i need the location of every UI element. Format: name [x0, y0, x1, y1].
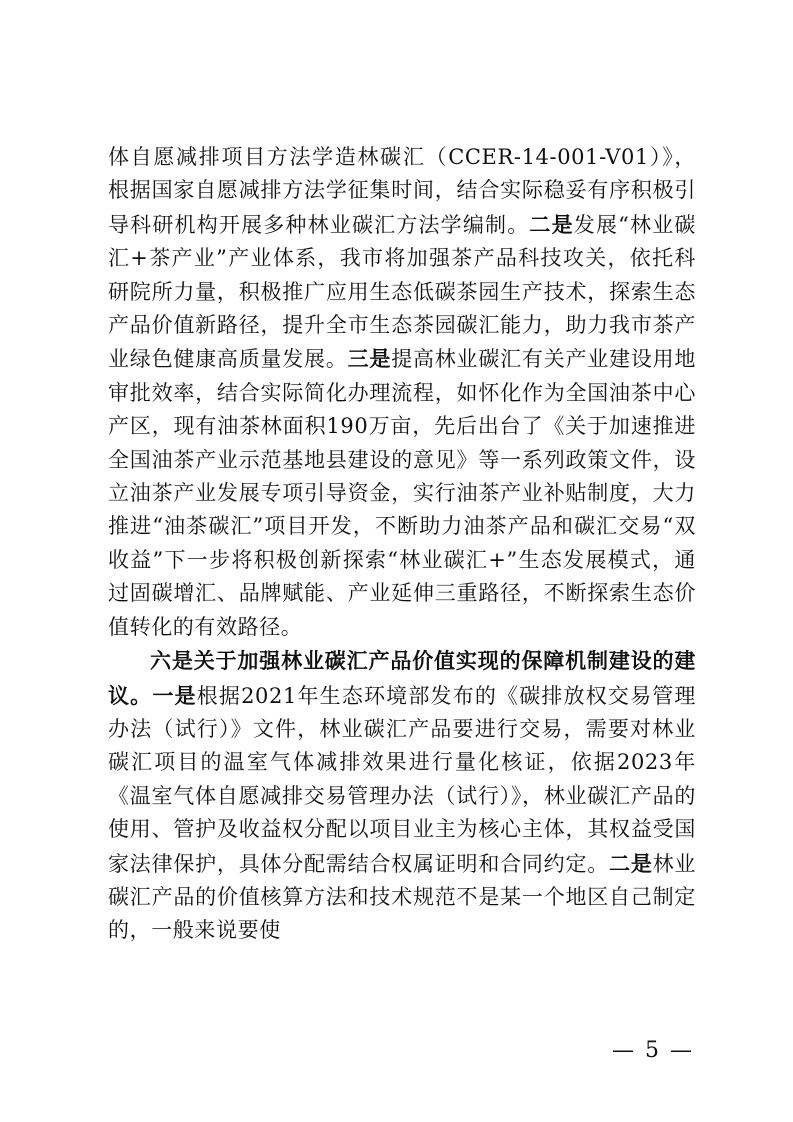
paragraph-2-text-1: 根据2021年生态环境部发布的《碳排放权交易管理办法（试行）》文件，林业碳汇产品要进行交易，需要对林业碳汇项目的温室气体减排效果进行量化核证，依据2023年《温室气体自愿减排交易管理办法（试行）》，林业碳汇产品的使用、管护及收益权分配以项目业主为核心主体，其权益受国家法律保护，具体分配需结合权属证明和合同约定。 [108, 683, 697, 876]
paragraph-2-text-2: 林业碳汇产品的价值核算方法和技术规范不是某一个地区自己制定的，一般来说要使 [108, 851, 696, 943]
paragraph-1 [108, 141, 696, 644]
body-text [108, 141, 696, 948]
paragraph-1-emphasis-3: 三是 [347, 346, 392, 372]
paragraph-2 [108, 644, 696, 948]
paragraph-2-heading: 六是关于加强林业碳汇产品价值实现的保障机制建设的建议。 [108, 648, 696, 708]
paragraph-1-emphasis-2: 二是 [529, 211, 574, 237]
paragraph-2-emphasis-2: 二是 [609, 850, 653, 876]
paragraph-2-emphasis-1: 一是 [152, 682, 197, 708]
paragraph-1-text-3: 提高林业碳汇有关产业建设用地审批效率，结合实际简化办理流程，如怀化作为全国油茶中心产区，现有油茶林面积190万亩，先后出台了《关于加速推进全国油茶产业示范基地县建设的意见》等一系列政策文件，设立油茶产业发展专项引导资金，实行油茶产业补贴制度，大力推进“油茶碳汇”项目开发，不断助力油茶产品和碳汇交易“双收益”下一步将积极创新探索“林业碳汇+”生态发展模式，通过固碳增汇、品牌赋能、产业延伸三重路径，不断探索生态价值转化的有效路径。 [108, 347, 696, 639]
paragraph-1-text-1: 体自愿减排项目方法学造林碳汇（CCER-14-001-V01）》，根据国家自愿减排方法学征集时间，结合实际稳妥有序积极引导科研机构开展多种林业碳汇方法学编制。 [108, 145, 696, 237]
page-number: — 5 — [612, 1038, 694, 1063]
paragraph-1-text-2: 发展“林业碳汇+茶产业”产业体系，我市将加强茶产品科技攻关，依托科研院所力量，积极推广应用生态低碳茶园生产技术，探索生态产品价值新路径，提升全市生态茶园碳汇能力，助力我市茶产业绿色健康高质量发展。 [108, 212, 696, 372]
